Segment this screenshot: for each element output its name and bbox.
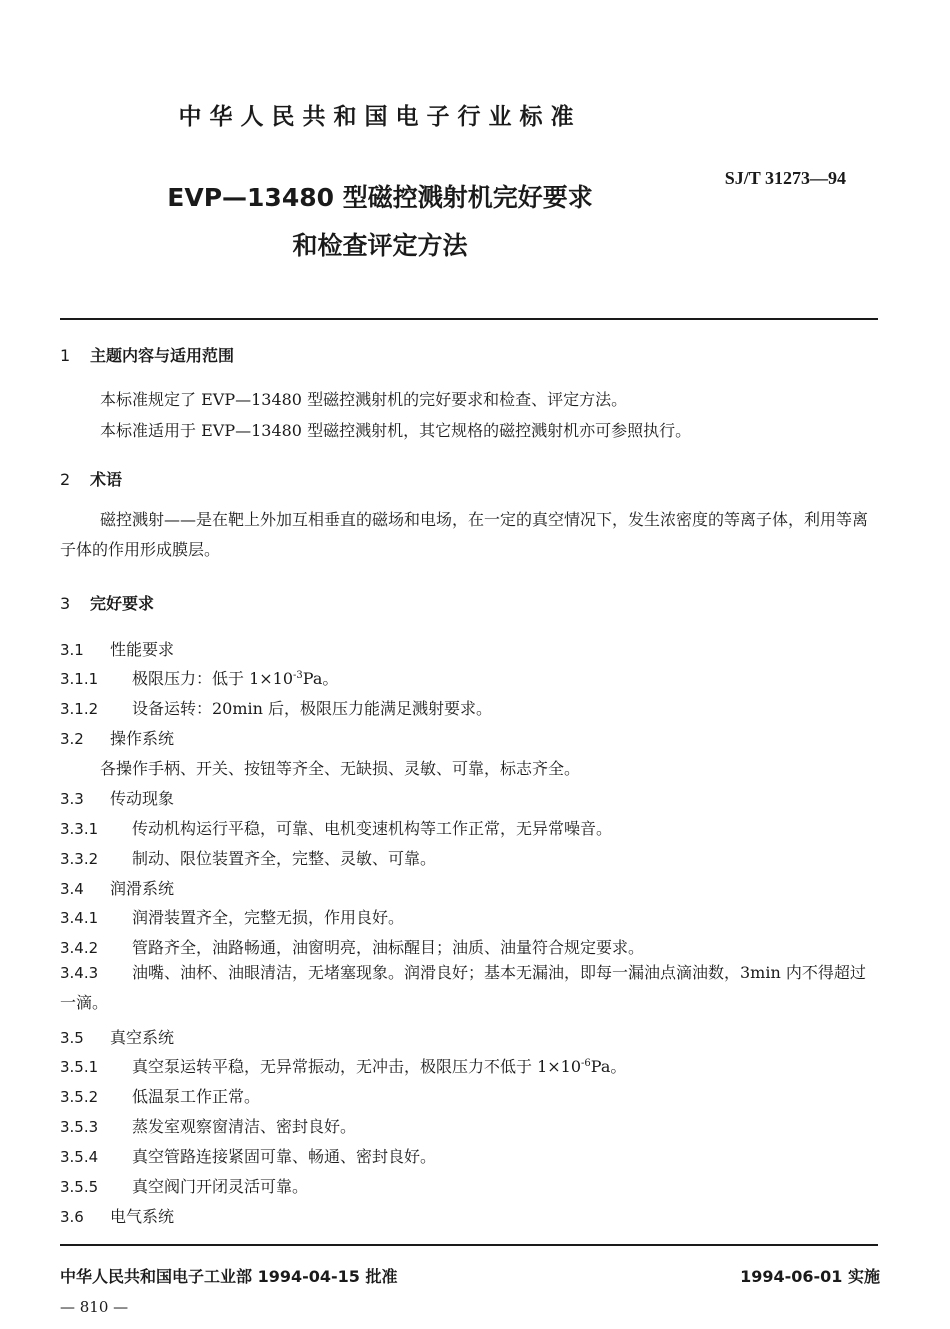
header-divider: [60, 318, 878, 320]
clause-number: 3.4.3: [60, 964, 99, 982]
clause-text: 传动机构运行平稳，可靠、电机变速机构等工作正常，无异常噪音。: [132, 819, 613, 838]
section-title: 主题内容与适用范围: [90, 346, 235, 365]
clause-number: 3.2: [60, 730, 84, 748]
clause-number: 3.5.1: [60, 1058, 99, 1076]
clause-text: 真空泵运转平稳，无异常振动，无冲击，极限压力不低于 1×10: [132, 1057, 582, 1076]
clause-3-1-2: [60, 696, 492, 719]
clause-3-6: [60, 1204, 174, 1227]
clause-text: 性能要求: [110, 640, 175, 659]
clause-text: 制动、限位装置齐全，完整、灵敏、可靠。: [132, 849, 437, 868]
clause-text: 极限压力：低于 1×10: [132, 669, 294, 688]
document-title-line1: EVP—13480 型磁控溅射机完好要求: [167, 183, 593, 212]
clause-number: 3.1.1: [60, 670, 99, 688]
approval-note: 中华人民共和国电子工业部 1994-04-15 批准: [60, 1267, 398, 1286]
clause-3-5: [60, 1025, 174, 1048]
clause-3-3-1: [60, 816, 612, 839]
clause-number: 3.6: [60, 1208, 84, 1226]
clause-number: 3.3: [60, 790, 84, 808]
clause-text: 润滑系统: [110, 879, 175, 898]
section-2-paragraph: 磁控溅射——是在靶上外加互相垂直的磁场和电场，在一定的真空情况下，发生浓密度的等离子体，利用等离子体的作用形成膜层。: [60, 510, 869, 559]
section-1-heading: [60, 343, 234, 366]
section-1-paragraph-1: 本标准规定了 EVP—13480 型磁控溅射机的完好要求和检查、评定方法。: [100, 390, 628, 409]
clause-3-3-2: [60, 846, 436, 869]
clause-number: 3.3.1: [60, 820, 99, 838]
exponent: -6: [581, 1058, 591, 1069]
clause-3-2-body: 各操作手柄、开关、按钮等齐全、无缺损、灵敏、可靠，标志齐全。: [100, 759, 581, 778]
clause-3-4: [60, 876, 174, 899]
section-title: 术语: [90, 470, 123, 489]
document-title-line2: 和检查评定方法: [292, 231, 468, 260]
clause-3-4-1: [60, 905, 404, 928]
clause-text: 管路齐全，油路畅通，油窗明亮，油标醒目；油质、油量符合规定要求。: [132, 938, 645, 957]
clause-3-4-3: [60, 958, 880, 1018]
section-number: 1: [60, 346, 71, 365]
section-number: 3: [60, 594, 71, 613]
section-title: 完好要求: [90, 594, 155, 613]
page-number: — 810 —: [60, 1298, 129, 1316]
clause-3-5-4: [60, 1144, 436, 1167]
clause-3-1-1: [60, 666, 338, 689]
clause-text: 电气系统: [110, 1207, 175, 1226]
clause-unit: Pa。: [302, 669, 339, 688]
clause-3-5-1: [60, 1054, 626, 1077]
clause-number: 3.4.2: [60, 939, 99, 957]
clause-text: 真空系统: [110, 1028, 175, 1047]
section-1-paragraph-2: 本标准适用于 EVP—13480 型磁控溅射机，其它规格的磁控溅射机亦可参照执行。: [100, 421, 692, 440]
clause-3-5-3: [60, 1114, 356, 1137]
clause-text: 油嘴、油杯、油眼清洁，无堵塞现象。润滑良好；基本无漏油，即每一漏油点滴油数，3min 内不得超过一滴。: [60, 963, 866, 1012]
standard-code: SJ/T 31273—94: [724, 168, 846, 188]
clause-text: 设备运转：20min 后，极限压力能满足溅射要求。: [132, 699, 493, 718]
section-2-heading: [60, 467, 122, 490]
section-3-heading: [60, 591, 154, 614]
clause-text: 低温泵工作正常。: [132, 1087, 261, 1106]
clause-3-1: [60, 637, 174, 660]
clause-number: 3.3.2: [60, 850, 99, 868]
clause-text: 传动现象: [110, 789, 175, 808]
clause-number: 3.5.2: [60, 1088, 99, 1106]
clause-number: 3.4.1: [60, 909, 99, 927]
clause-text: 真空阀门开闭灵活可靠。: [132, 1177, 309, 1196]
clause-text: 真空管路连接紧固可靠、畅通、密封良好。: [132, 1147, 437, 1166]
clause-number: 3.5.4: [60, 1148, 99, 1166]
clause-3-2: [60, 726, 174, 749]
clause-number: 3.5.3: [60, 1118, 99, 1136]
clause-number: 3.1: [60, 641, 84, 659]
clause-number: 3.4: [60, 880, 84, 898]
clause-text: 操作系统: [110, 729, 175, 748]
footer-divider: [60, 1244, 878, 1246]
clause-number: 3.1.2: [60, 700, 99, 718]
clause-unit: Pa。: [590, 1057, 627, 1076]
section-number: 2: [60, 470, 71, 489]
org-title: 中华人民共和国电子行业标准: [178, 104, 582, 130]
clause-number: 3.5: [60, 1029, 84, 1047]
clause-number: 3.5.5: [60, 1178, 99, 1196]
clause-3-5-5: [60, 1174, 308, 1197]
clause-3-4-2: [60, 935, 644, 958]
clause-3-3: [60, 786, 174, 809]
implementation-date: 1994-06-01 实施: [740, 1267, 880, 1286]
clause-3-5-2: [60, 1084, 260, 1107]
exponent: -3: [293, 670, 303, 681]
clause-text: 蒸发室观察窗清洁、密封良好。: [132, 1117, 357, 1136]
clause-text: 润滑装置齐全，完整无损，作用良好。: [132, 908, 405, 927]
